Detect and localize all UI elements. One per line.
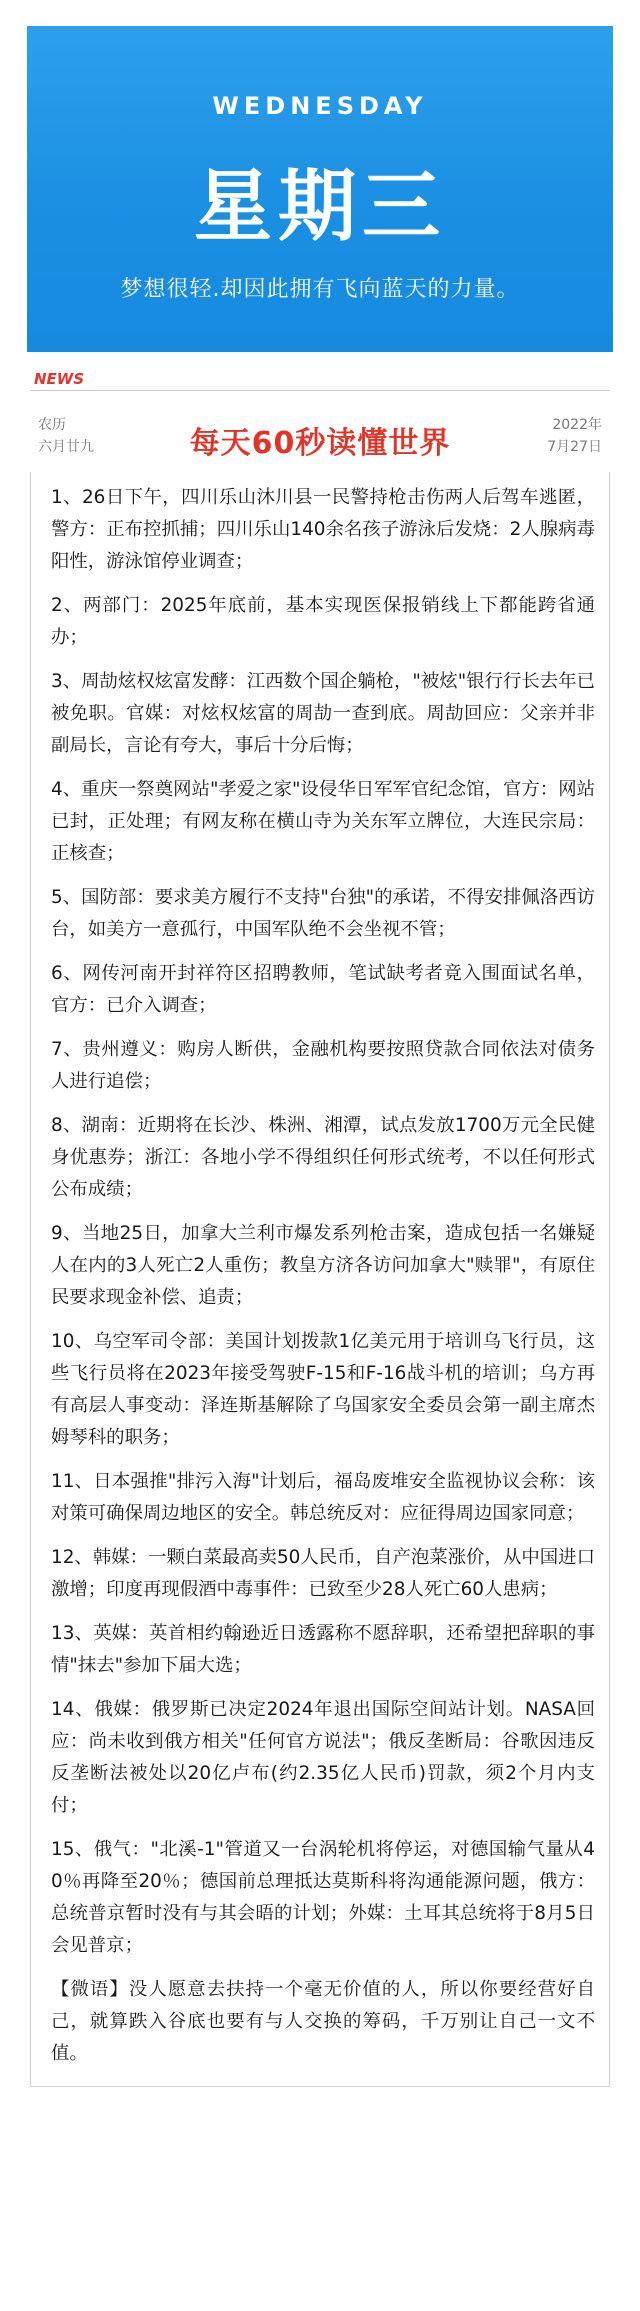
news-list	[30, 472, 610, 2087]
news-item: 3、周劼炫权炫富发酵：江西数个国企躺枪，"被炫"银行行长去年已被免职。官媒：对炫权炫富的周劼一查到底。周劼回应：父亲并非副局长，言论有夸大，事后十分后悔；	[51, 671, 595, 756]
banner-motto: 梦想很轻.却因此拥有飞向蓝天的力量。	[120, 277, 520, 302]
news-item: 5、国防部：要求美方履行不支持"台独"的承诺，不得安排佩洛西访台，如美方一意孤行，中国军队绝不会坐视不管；	[51, 887, 595, 940]
gregorian-date-block	[512, 414, 602, 458]
weekday-banner	[27, 26, 613, 352]
date-month-day: 7月27日	[547, 439, 602, 455]
page-title: 每天60秒读懂世界	[189, 426, 451, 461]
news-item: 6、网传河南开封祥符区招聘教师，笔试缺考者竟入围面试名单，官方：已介入调查；	[51, 963, 595, 1016]
news-item: 15、俄气："北溪-1"管道又一台涡轮机将停运，对德国输气量从40％再降至20％；德国前总理抵达莫斯科将沟通能源问题，俄方：总统普京暂时没有与其会晤的计划；外媒：土耳其总统将于8月5日会见普京；	[51, 1839, 595, 1956]
divider	[30, 390, 610, 391]
news-item: 14、俄媒：俄罗斯已决定2024年退出国际空间站计划。NASA回应：尚未收到俄方相关"任何官方说法"；俄反垄断局：谷歌因违反反垄断法被处以20亿卢布(约2.35亿人民币)罚款，须2个月内支付；	[51, 1699, 595, 1816]
weekday-chinese: 星期三	[193, 162, 446, 252]
lunar-label: 农历	[38, 417, 66, 433]
news-item: 10、乌空军司令部：美国计划拨款1亿美元用于培训乌飞行员，这些飞行员将在2023年接受驾驶F-15和F-16战斗机的培训；乌方再有高层人事变动：泽连斯基解除了乌国家安全委员会第一副主席杰姆琴科的职务；	[51, 1331, 595, 1448]
news-item: 13、英媒：英首相约翰逊近日透露称不愿辞职，还希望把辞职的事情"抹去"参加下届大选；	[51, 1623, 595, 1676]
date-year: 2022年	[552, 417, 602, 433]
news-item: 12、韩媒：一颗白菜最高卖50人民币，自产泡菜涨价，从中国进口激增；印度再现假酒中毒事件：已致至少28人死亡60人患病；	[51, 1547, 595, 1600]
news-item: 7、贵州遵义：购房人断供，金融机构要按照贷款合同依法对债务人进行追偿；	[51, 1039, 595, 1092]
lunar-date-block	[38, 414, 118, 458]
news-item: 2、两部门：2025年底前，基本实现医保报销线上下都能跨省通办；	[51, 595, 595, 648]
news-label: NEWS	[34, 370, 85, 388]
news-item: 8、湖南：近期将在长沙、株洲、湘潭，试点发放1700万元全民健身优惠券；浙江：各地小学不得组织任何形式统考，不以任何形式公布成绩；	[51, 1115, 595, 1200]
news-item: 4、重庆一祭奠网站"孝爱之家"设侵华日军军官纪念馆，官方：网站已封，正处理；有网友称在横山寺为关东军立牌位，大连民宗局：正核查；	[51, 779, 595, 864]
lunar-date: 六月廿九	[38, 439, 94, 455]
news-item: 9、当地25日，加拿大兰利市爆发系列枪击案，造成包括一名嫌疑人在内的3人死亡2人重伤；教皇方济各访问加拿大"赎罪"，有原住民要求现金补偿、追责；	[51, 1223, 595, 1308]
news-item: 1、26日下午，四川乐山沐川县一民警持枪击伤两人后驾车逃匿，警方：正布控抓捕；四川乐山140余名孩子游泳后发烧：2人腺病毒阳性，游泳馆停业调查；	[51, 487, 595, 572]
weekday-english: WEDNESDAY	[212, 92, 428, 120]
daily-quote: 【微语】没人愿意去扶持一个毫无价值的人，所以你要经营好自己，就算跌入谷底也要有与人交换的筹码，千万别让自己一文不值。	[51, 1979, 595, 2064]
news-item: 11、日本强推"排污入海"计划后，福岛废堆安全监视协议会称：该对策可确保周边地区的安全。韩总统反对：应征得周边国家同意；	[51, 1471, 595, 1524]
